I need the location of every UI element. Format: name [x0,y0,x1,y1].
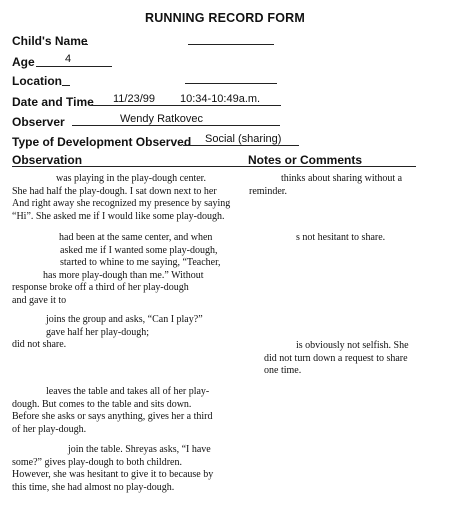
observation-entry [12,173,247,223]
observation-line: did not share. [12,339,67,351]
observer-value: Wendy Ratkovec [120,113,203,125]
observation-line: this time, she had almost no play-dough. [12,481,175,493]
notes-header: Notes or Comments [248,153,363,167]
observation-line: gave half her play-dough; [46,326,150,338]
devtype-line [183,145,299,146]
observation-line: response broke off a third of her play-dough [12,282,189,294]
observation-line: She had half the play-dough. I sat down next to her [12,185,217,197]
location-line-a [62,85,70,86]
observation-line: was playing in the play-dough center. [56,173,206,184]
devtype-label: Type of Development Observed [12,135,192,149]
child-name-line-b [188,44,274,45]
observer-line [72,125,280,126]
age-value: 4 [65,53,72,65]
note-entry [249,173,439,198]
observation-line: started to whine to me saying, “Teacher, [60,257,221,269]
note-line: s not hesitant to share. [296,232,386,243]
observation-entry [12,386,252,436]
time-value: 10:34-10:49a.m. [180,93,261,105]
location-line-b [185,83,277,84]
observation-line: of her play-dough. [12,423,87,435]
header-rule [12,166,416,167]
note-line: did not turn down a request to share [264,352,408,364]
age-label: Age [12,55,35,69]
observation-entry [12,444,252,494]
devtype-value: Social (sharing) [205,133,282,145]
datetime-line [91,105,281,106]
child-name-line-a [82,44,88,45]
observation-line: Before she asks or says anything, gives her a third [12,411,213,423]
observation-entry [12,314,247,352]
observer-label: Observer [12,115,65,129]
observation-line: has more play-dough than me.” Without [43,269,204,281]
note-entry [264,340,444,378]
note-entry [249,232,439,245]
date-value: 11/23/99 [113,93,156,105]
observation-entry [12,232,247,308]
note-line: is obviously not selfish. She [296,340,409,351]
observation-line: join the table. Shreyas asks, “I have [68,444,211,455]
note-line: one time. [264,365,302,377]
observation-line: However, she was hesitant to give it to because by [12,469,214,481]
note-line: reminder. [249,185,288,197]
child-name-label: Child's Name [12,34,88,48]
observation-line: asked me if I wanted some play-dough, [60,244,218,256]
observation-line: And right away she recognized my presence by saying [12,198,231,210]
observation-line: and gave it to [12,294,67,306]
observation-line: “Hi”. She asked me if I would like some play-dough. [12,210,225,222]
observation-line: leaves the table and takes all of her play- [46,386,210,397]
page-title: RUNNING RECORD FORM [144,11,306,25]
age-line [36,66,112,67]
note-line: thinks about sharing without a [281,173,403,184]
observation-line: joins the group and asks, “Can I play?” [46,314,203,325]
location-label: Location [12,74,62,88]
observation-line: some?” gives play-dough to both children. [12,456,182,468]
observation-line: dough. But comes to the table and sits down. [12,398,192,410]
observation-line: had been at the same center, and when [59,232,213,243]
observation-header: Observation [12,153,83,167]
datetime-label: Date and Time [12,95,94,109]
